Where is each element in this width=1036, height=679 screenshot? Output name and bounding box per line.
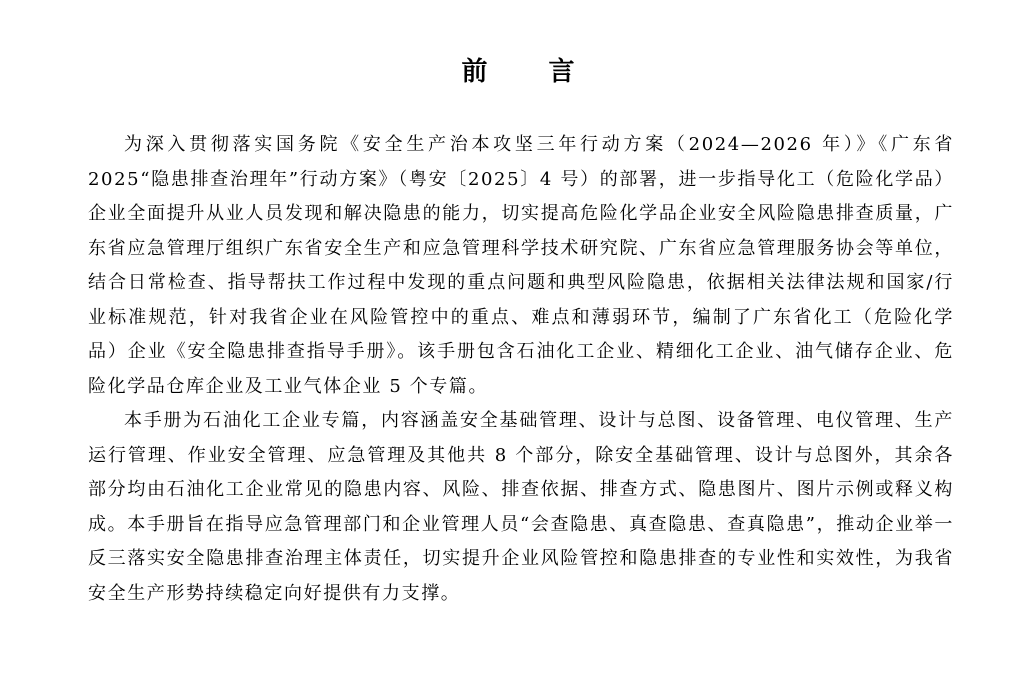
paragraph: 本手册为石油化工企业专篇，内容涵盖安全基础管理、设计与总图、设备管理、电仪管理、生产运行管理、作业安全管理、应急管理及其他共 8 个部分，除安全基础管理、设计与总图外，其余各部分均由石油化工企业常见的隐患内容、风险、排查依据、排查方式、隐患图片、图片示例或释义构成。本手册旨在指导应急管理部门和企业管理人员“会查隐患、真查隐患、查真隐患”，推动企业举一反三落实安全隐患排查治理主体责任，切实提升企业风险管控和隐患排查的专业性和实效性，为我省安全生产形势持续稳定向好提供有力支撑。 bbox=[88, 410, 954, 604]
paragraph: 为深入贯彻落实国务院《安全生产治本攻坚三年行动方案（2024—2026 年）》《广东省 2025“隐患排查治理年”行动方案》（粤安〔2025〕4 号）的部署，进一步指导化工（危险化学品）企业全面提升从业人员发现和解决隐患的能力，切实提高危险化学品企业安全风险隐患排查质量，广东省应急管理厅组织广东省安全生产和应急管理科学技术研究院、广东省应急管理服务协会等单位，结合日常检查、指导帮扶工作过程中发现的重点问题和典型风险隐患，依据相关法律法规和国家/行业标准规范，针对我省企业在风险管控中的重点、难点和薄弱环节，编制了广东省化工（危险化学品）企业《安全隐患排查指导手册》。该手册包含石油化工企业、精细化工企业、油气储存企业、危险化学品仓库企业及工业气体企业 5 个专篇。 bbox=[88, 134, 954, 397]
document-body bbox=[88, 128, 954, 611]
page-title: 前 言 bbox=[461, 57, 601, 87]
